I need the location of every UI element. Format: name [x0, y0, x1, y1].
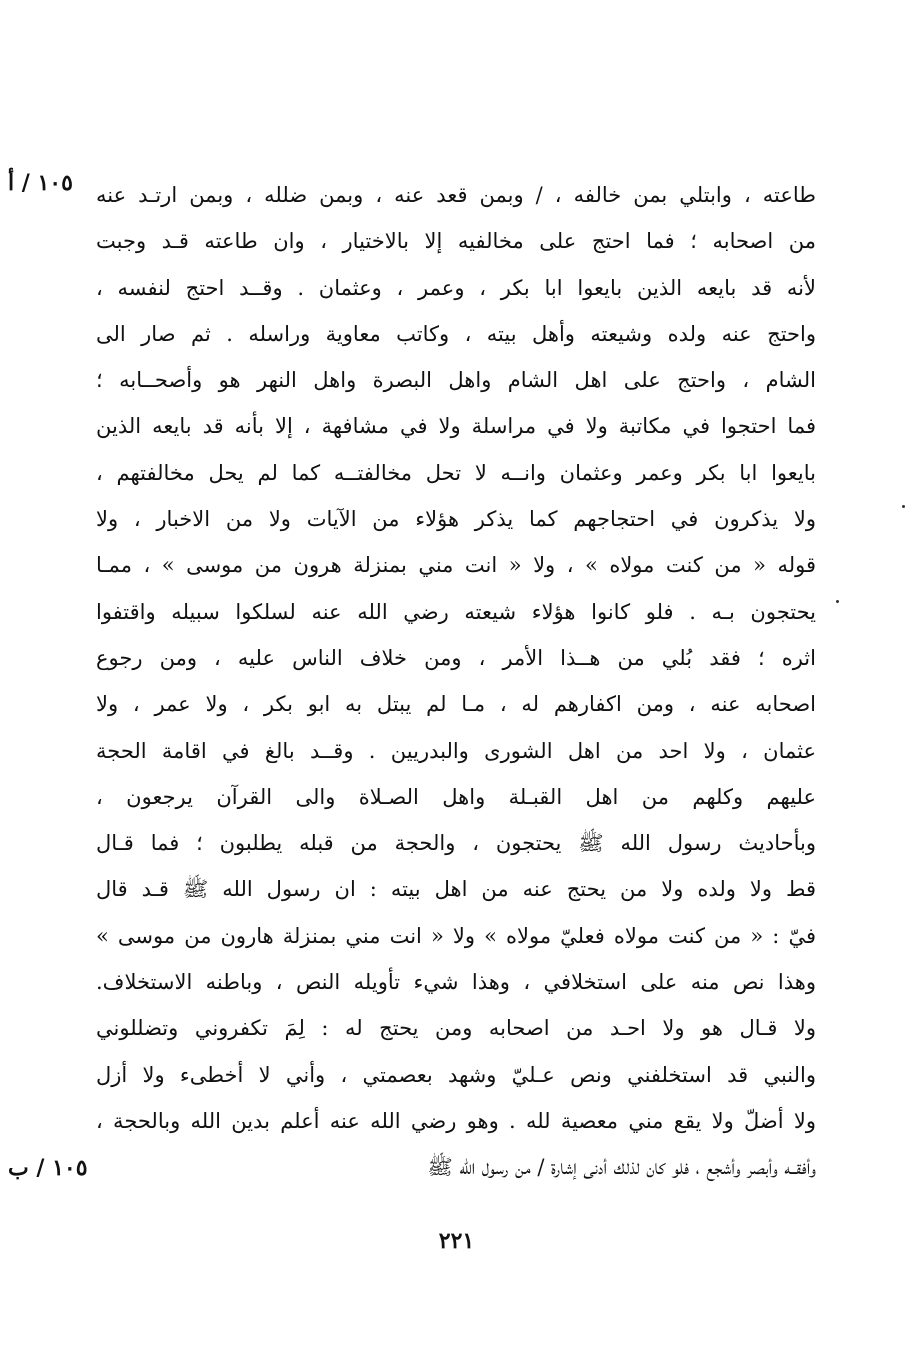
text-line: اصحابه عنه ، ومن اكفارهم له ، مـا لم يبتل به ابو بكر ، ولا عمر ، ولا — [96, 692, 816, 717]
text-line: من اصحابه ؛ فما احتج على مخالفيه إلا بالاختيار ، وان طاعته قـد وجبت — [96, 229, 816, 254]
text-line: قط ولا ولده ولا من يحتج عنه من اهل بيته : ان رسول الله ﷺ قـد قال — [96, 877, 816, 902]
text-line: واحتج عنه ولده وشيعته وأهل بيته ، وكاتب معاوية وراسله . ثم صار الى — [96, 321, 816, 346]
text-line: وأفقــه وأبصر وأشجع ، فلو كان لذلك أدنى إشارة / من رسول الله ﷺ — [427, 1155, 816, 1180]
text-line: فما احتجوا في مكاتبة ولا في مراسلة ولا في مشافهة ، إلا بأنه قد بايعه الذين — [96, 414, 816, 439]
text-line: ولا يذكرون في احتجاجهم كما يذكر هؤلاء من الآيات ولا من الاخبار ، ولا — [96, 507, 816, 532]
main-text-block — [96, 172, 816, 1191]
text-line: عثمان ، ولا احد من اهل الشورى والبدريين . وقــد بالغ في اقامة الحجة — [96, 738, 816, 763]
text-line: الشام ، واحتج على اهل الشام واهل البصرة واهل النهر هو وأصحــابه ؛ — [96, 368, 816, 393]
margin-folio-reference-bottom: ١٠٥ / ب — [8, 1155, 88, 1181]
text-line: عليهم وكلهم من اهل القبـلة واهل الصـلاة والى القرآن يرجعون ، — [96, 784, 816, 809]
text-line: والنبي قد استخلفني ونص عـليّ وشهد بعصمتي ، وأني لا أخطىء ولا أزل — [96, 1062, 816, 1087]
text-line: وهذا نص منه على استخلافي ، وهذا شيء تأويله النص ، وباطنه الاستخلاف. — [96, 970, 816, 995]
text-line: ولا قـال هو ولا احـد من اصحابه ومن يحتج له : لِمَ تكفروني وتضللوني — [96, 1016, 816, 1041]
text-line: ولا أضلّ ولا يقع مني معصية لله . وهو رضي الله عنه أعلم بدين الله وبالحجة ، — [96, 1108, 816, 1133]
text-line: اثره ؛ فقد بُلي من هــذا الأمر ، ومن خلاف الناس عليه ، ومن رجوع — [96, 645, 816, 670]
margin-folio-reference-top: ١٠٥ / أ — [8, 170, 73, 196]
text-line: وبأحاديث رسول الله ﷺ يحتجون ، والحجة من قبله يطلبون ؛ فما قـال — [96, 831, 816, 856]
text-line: لأنه قد بايعه الذين بايعوا ابا بكر ، وعمر ، وعثمان . وقــد احتج لنفسه ، — [96, 275, 816, 300]
scan-speck — [836, 600, 839, 603]
text-line: قوله « من كنت مولاه » ، ولا « انت مني بمنزلة هرون من موسى » ، ممـا — [96, 553, 816, 578]
text-line: بايعوا ابا بكر وعمر وعثمان وانــه لا تحل مخالفتــه كما لم يحل مخالفتهم ، — [96, 460, 816, 485]
scan-speck — [902, 505, 905, 508]
page-number: ٢٢١ — [438, 1228, 475, 1254]
text-line: فيّ : « من كنت مولاه فعليّ مولاه » ولا « انت مني بمنزلة هارون من موسى » — [96, 923, 816, 948]
text-line: يحتجون بـه . فلو كانوا هؤلاء شيعته رضي الله عنه لسلكوا سبيله واقتفوا — [96, 599, 816, 624]
text-line: طاعته ، وابتلي بمن خالفه ، / وبمن قعد عنه ، وبمن ضلله ، وبمن ارتـد عنه — [96, 183, 816, 207]
